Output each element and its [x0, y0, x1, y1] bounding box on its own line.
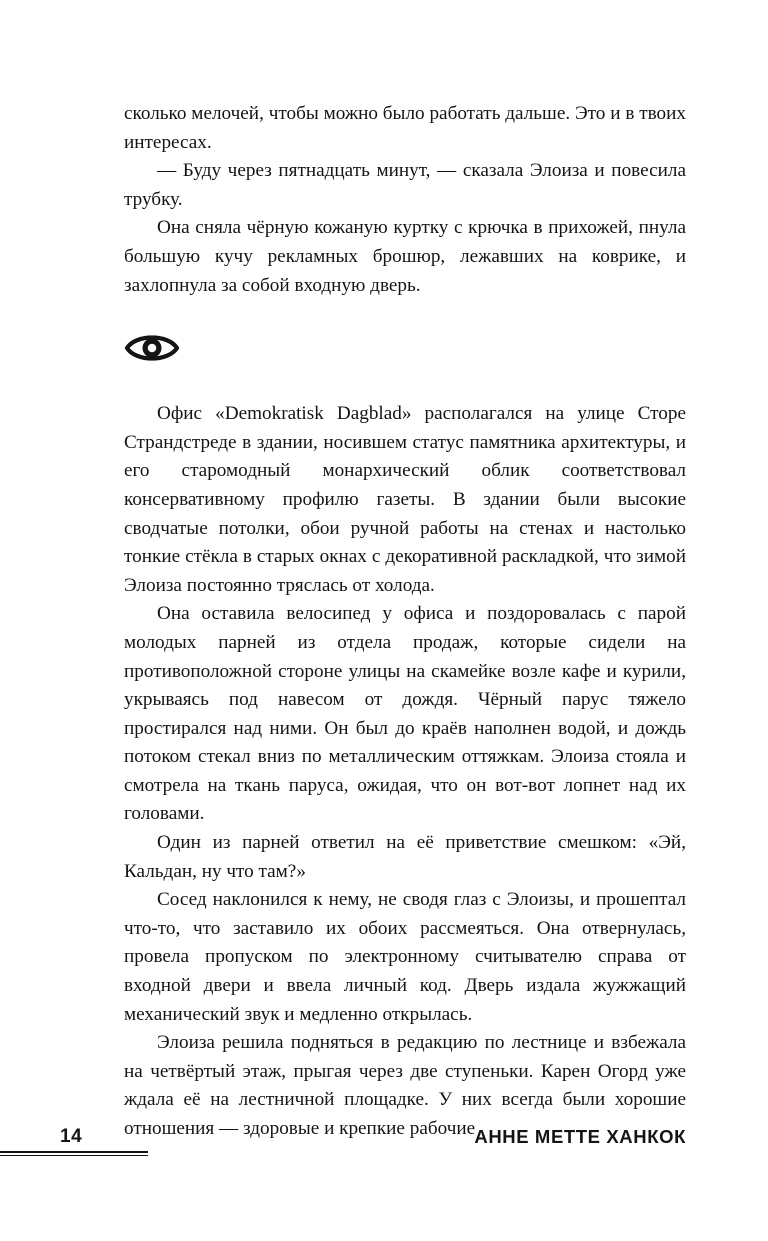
page-text-block	[124, 100, 686, 1144]
paragraph: Сосед наклонился к нему, не сводя глаз с Элоизы, и прошептал что-то, что заставило их обоих рассмеяться. Она отвернулась, провела пропуском по электронному считывателю справа от входной двери и ввела личный код. Дверь издала жужжащий механический звук и медленно открылась.	[124, 889, 686, 1025]
eye-icon	[124, 328, 180, 368]
footer-rule-line	[0, 1151, 148, 1153]
paragraph: Офис «Demokratisk Dagblad» располагался на улице Сторе Страндстреде в здании, носившем статус памятника архитектуры, и его старомодный монархический облик соответствовал консервативному профилю газеты. В здании были высокие сводчатые потолки, обои ручной работы на стенах и настолько тонкие стёкла в старых окнах с декоративной раскладкой, что зимой Элоиза постоянно тряслась от холода.	[124, 403, 686, 596]
footer-rule	[0, 1151, 148, 1157]
paragraph: Она сняла чёрную кожаную куртку с крючка в прихожей, пнула большую кучу рекламных брошюр, лежавших на коврике, и захлопнула за собой входную дверь.	[124, 217, 686, 296]
paragraph: Один из парней ответил на её приветствие смешком: «Эй, Кальдан, ну что там?»	[124, 832, 686, 882]
page-number: 14	[60, 1126, 83, 1147]
running-footer-author: АННЕ МЕТТЕ ХАНКОК	[474, 1126, 686, 1147]
paragraph: — Буду через пятнадцать минут, — сказала Элоиза и повесила трубку.	[124, 160, 686, 210]
paragraph: сколько мелочей, чтобы можно было работать дальше. Это и в твоих интересах.	[124, 103, 686, 153]
paragraph: Она оставила велосипед у офиса и поздоровалась с парой молодых парней из отдела продаж, которые сидели на противоположной стороне улицы на скамейке возле кафе и курили, укрываясь под навесом от дождя. Чёрный парус тяжело простирался над ними. Он был до краёв наполнен водой, и дождь потоком стекал вниз по металлическим оттяжкам. Элоиза стояла и смотрела на ткань паруса, ожидая, что он вот-вот лопнет над их головами.	[124, 603, 686, 825]
paragraph: Элоиза решила подняться в редакцию по лестнице и взбежала на четвёртый этаж, прыгая через две ступеньки. Карен Огорд уже ждала её на лестничной площадке. У них всегда были хорошие отношения — здоровые и крепкие рабочие	[124, 1032, 686, 1139]
footer-rule-line	[0, 1155, 148, 1156]
section-separator	[124, 300, 686, 400]
